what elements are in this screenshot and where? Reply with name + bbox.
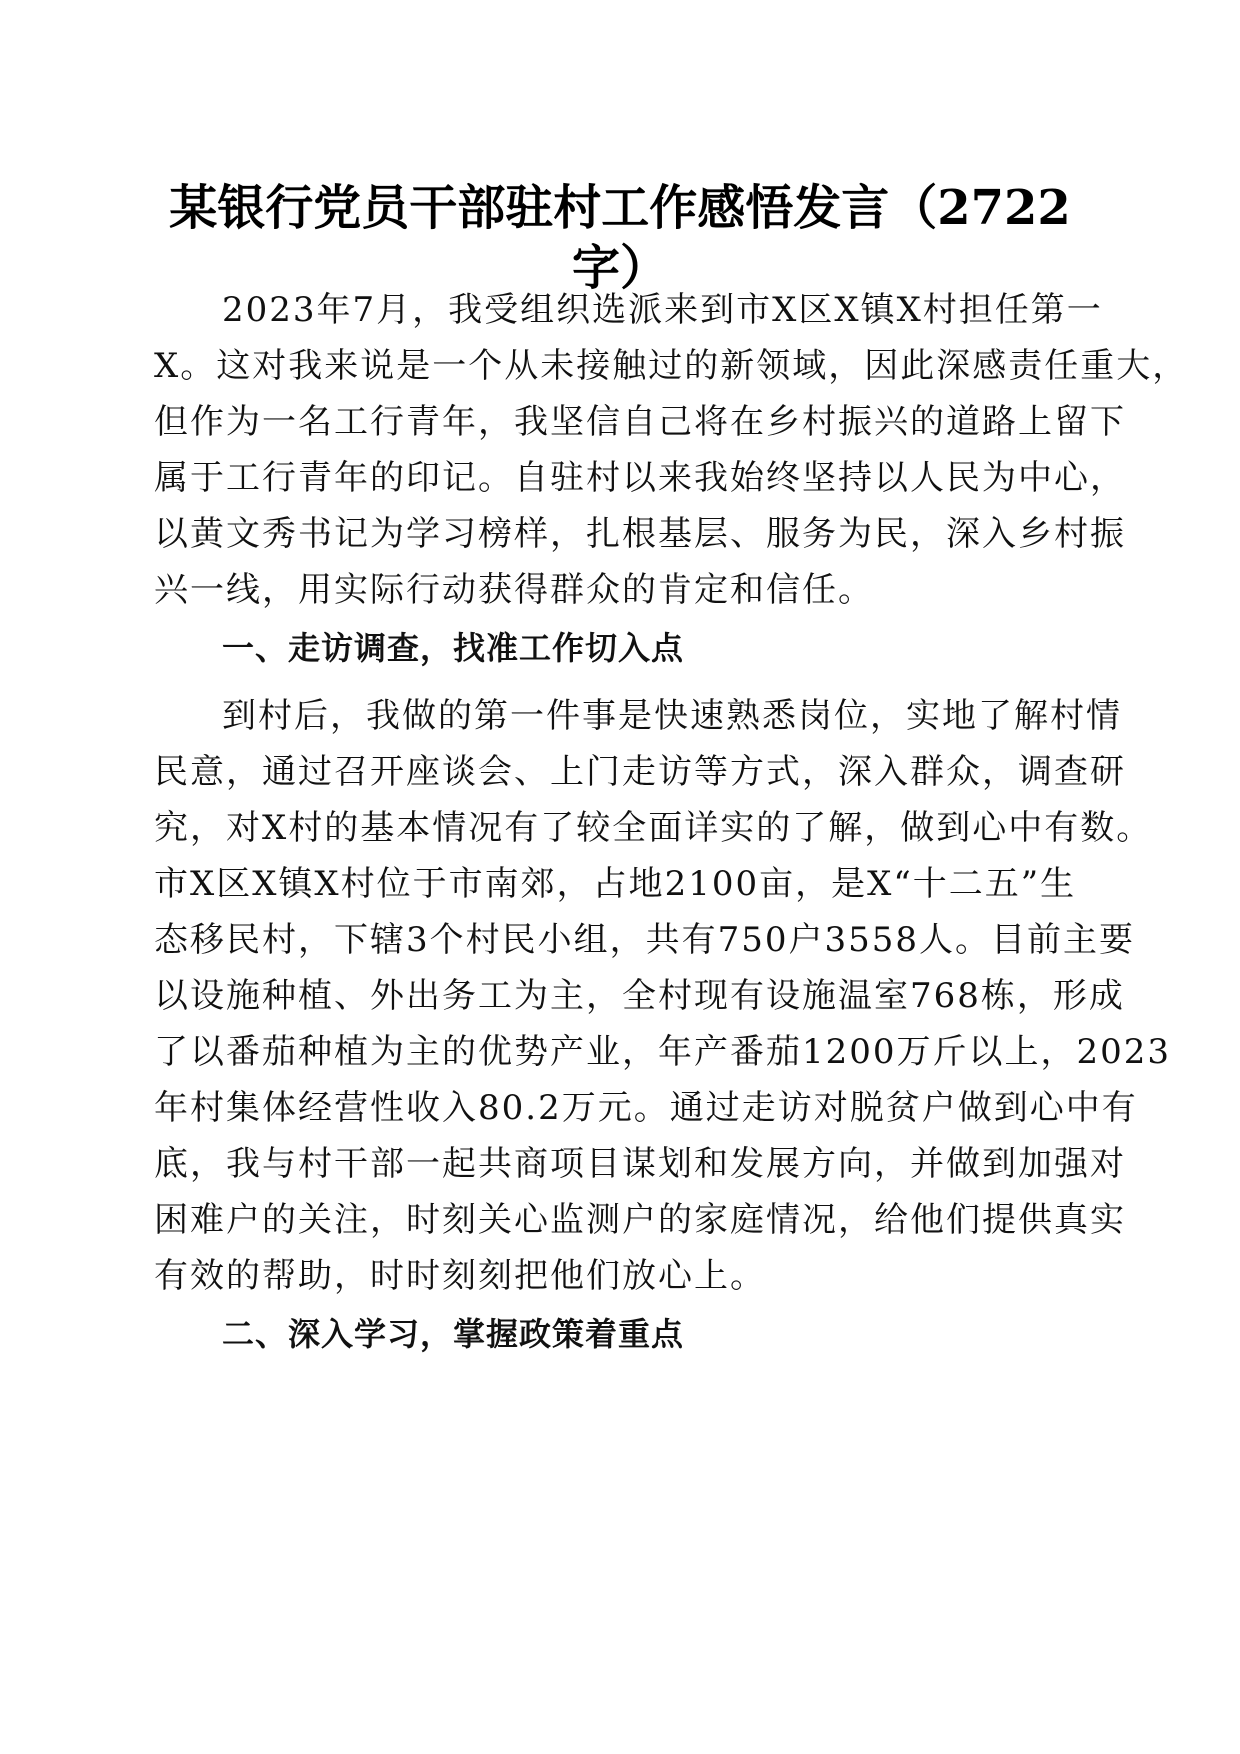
paragraph-1-line-2: X。这对我来说是一个从未接触过的新领域，因此深感责任重大， [154,346,1189,386]
section-heading-1: 一、走访调查，找准工作切入点 [222,629,685,667]
paragraph-1-line-3: 但作为一名工行青年，我坚信自己将在乡村振兴的道路上留下 [154,402,1126,442]
paragraph-2-line-5: 态移民村，下辖3个村民小组，共有750户3558人。目前主要 [154,920,1136,960]
paragraph-2-line-10: 困难户的关注，时刻关心监测户的家庭情况，给他们提供真实 [154,1200,1126,1240]
paragraph-2-line-1: 到村后，我做的第一件事是快速熟悉岗位，实地了解村情 [222,696,1122,736]
document-title-line-2: 字） [571,240,668,296]
paragraph-2-line-2: 民意，通过召开座谈会、上门走访等方式，深入群众，调查研 [154,752,1126,792]
paragraph-1-line-6: 兴一线，用实际行动获得群众的肯定和信任。 [154,570,874,610]
paragraph-1-line-5: 以黄文秀书记为学习榜样，扎根基层、服务为民，深入乡村振 [154,514,1126,554]
section-heading-2: 二、深入学习，掌握政策着重点 [222,1315,685,1353]
paragraph-2-line-8: 年村集体经营性收入80.2万元。通过走访对脱贫户做到心中有 [154,1088,1138,1128]
paragraph-1-line-1: 2023年7月，我受组织选派来到市X区X镇X村担任第一 [222,290,1103,330]
paragraph-2-line-9: 底，我与村干部一起共商项目谋划和发展方向，并做到加强对 [154,1144,1126,1184]
paragraph-1-line-4: 属于工行青年的印记。自驻村以来我始终坚持以人民为中心， [154,458,1126,498]
paragraph-2-line-11: 有效的帮助，时时刻刻把他们放心上。 [154,1256,766,1296]
document-title-line-1: 某银行党员干部驻村工作感悟发言（2722 [169,180,1071,236]
paragraph-2-line-7: 了以番茄种植为主的优势产业，年产番茄1200万斤以上，2023 [154,1032,1172,1072]
paragraph-2-line-4: 市X区X镇X村位于市南郊，占地2100亩，是X“十二五”生 [154,864,1077,904]
paragraph-2-line-3: 究，对X村的基本情况有了较全面详实的了解，做到心中有数。 [154,808,1153,848]
paragraph-2-line-6: 以设施种植、外出务工为主，全村现有设施温室768栋，形成 [154,976,1125,1016]
